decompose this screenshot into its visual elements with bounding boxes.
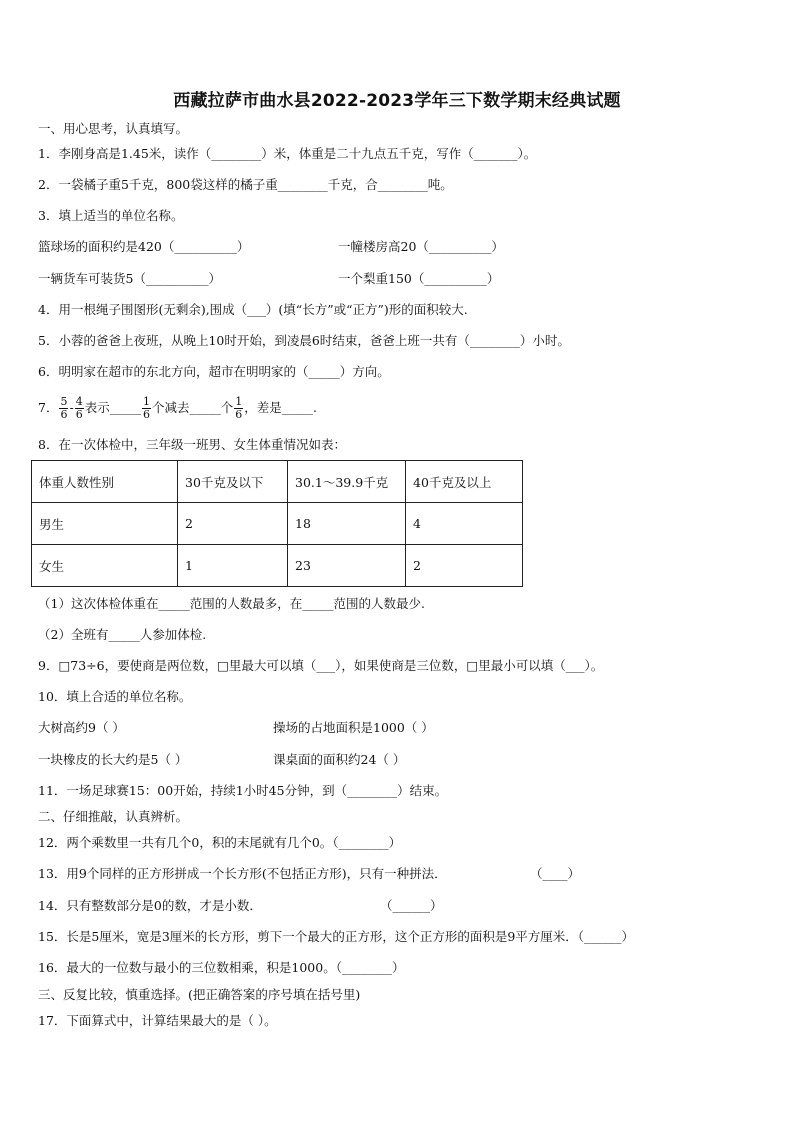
question-3-item-c: 一辆货车可装货5（__________）: [38, 271, 221, 286]
question-13-blank: （____）: [530, 866, 581, 881]
question-8: 8．在一次体检中，三年级一班男、女生体重情况如表：: [38, 437, 346, 452]
table-header-cell: 30.1～39.9千克: [288, 461, 406, 503]
table-row: [32, 503, 523, 545]
table-cell: 1: [178, 545, 288, 587]
question-4: 4．用一根绳子围图形(无剩余),围成（___）(填“长方”或“正方”)形的面积较大.: [38, 302, 468, 317]
question-14: 14．只有整数部分是0的数，才是小数．: [38, 898, 262, 913]
question-6: 6．明明家在超市的东北方向，超市在明明家的（_____）方向。: [38, 364, 390, 379]
page-title: 西藏拉萨市曲水县2022-2023学年三下数学期末经典试题: [173, 91, 621, 111]
question-13: 13．用9个同样的正方形拼成一个长方形(不包括正方形)，只有一种拼法．: [38, 866, 447, 881]
table-cell: 4: [406, 503, 523, 545]
question-7: 7． $\frac{5}{6}$ - $\frac{4}{6}$ 表示_____ $\frac{1}{6}$ 个减去_____个 $\frac{1}{6}$ ，差是_____.: [38, 395, 317, 421]
question-16: 16．最大的一位数与最小的三位数相乘，积是1000。（________）: [38, 960, 405, 975]
question-3-item-b: 一幢楼房高20（__________）: [338, 239, 504, 254]
section-heading-3: 三、反复比较，慎重选择。(把正确答案的序号填在括号里): [38, 987, 361, 1002]
question-17: 17．下面算式中，计算结果最大的是（ ）。: [38, 1013, 277, 1028]
fraction-5-6: $\frac{5}{6}$: [60, 395, 68, 421]
question-10-item-b: 操场的占地面积是1000（ ）: [273, 720, 434, 735]
weight-table: [31, 460, 523, 587]
question-8-part-1: （1）这次体检体重在_____范围的人数最多，在_____范围的人数最少.: [38, 596, 425, 611]
fraction-4-6: $\frac{4}{6}$: [75, 395, 83, 421]
table-header-cell: 40千克及以上: [406, 461, 523, 503]
table-cell: 男生: [32, 503, 178, 545]
question-8-part-2: （2）全班有_____人参加体检.: [38, 627, 207, 642]
question-12: 12．两个乘数里一共有几个0，积的末尾就有几个0。（________）: [38, 835, 402, 850]
table-cell: 女生: [32, 545, 178, 587]
table-cell: 23: [288, 545, 406, 587]
section-heading-2: 二、仔细推敲，认真辨析。: [38, 809, 189, 824]
question-1: 1．李刚身高是1.45米，读作（________）米，体重是二十九点五千克，写作（_______）。: [38, 146, 537, 161]
question-5: 5．小蓉的爸爸上夜班，从晚上10时开始，到凌晨6时结束，爸爸上班一共有（________）小时。: [38, 333, 570, 348]
question-3: 3．填上适当的单位名称。: [38, 208, 184, 223]
question-7-number: 7．: [38, 400, 59, 415]
table-header-cell: 体重人数性别: [32, 461, 178, 503]
table-cell: 2: [406, 545, 523, 587]
table-cell: 18: [288, 503, 406, 545]
question-15: 15．长是5厘米，宽是3厘米的长方形，剪下一个最大的正方形，这个正方形的面积是9平方厘米．（______）: [38, 929, 635, 944]
question-9: 9．□73÷6，要使商是两位数，□里最大可以填（___），如果使商是三位数，□里最小可以填（___）。: [38, 658, 604, 673]
question-3-item-d: 一个梨重150（__________）: [338, 271, 500, 286]
table-header-row: [32, 461, 523, 503]
question-10-item-a: 大树高约9（ ）: [38, 720, 125, 735]
table-header-cell: 30千克及以下: [178, 461, 288, 503]
question-2: 2．一袋橘子重5千克，800袋这样的橘子重________千克，合________吨。: [38, 177, 453, 192]
question-10: 10．填上合适的单位名称。: [38, 689, 192, 704]
question-3-item-a: 篮球场的面积约是420（__________）: [38, 239, 250, 254]
fraction-1-6: $\frac{1}{6}$: [142, 395, 150, 421]
table-row: [32, 545, 523, 587]
question-11: 11．一场足球赛15：00开始，持续1小时45分钟，到（________）结束。: [38, 783, 448, 798]
question-14-blank: （______）: [380, 898, 443, 913]
table-cell: 2: [178, 503, 288, 545]
question-10-item-c: 一块橡皮的长大约是5（ ）: [38, 752, 188, 767]
fraction-1-6-b: $\frac{1}{6}$: [235, 395, 243, 421]
section-heading-1: 一、用心思考，认真填写。: [38, 121, 189, 136]
question-10-item-d: 课桌面的面积约24（ ）: [273, 752, 406, 767]
